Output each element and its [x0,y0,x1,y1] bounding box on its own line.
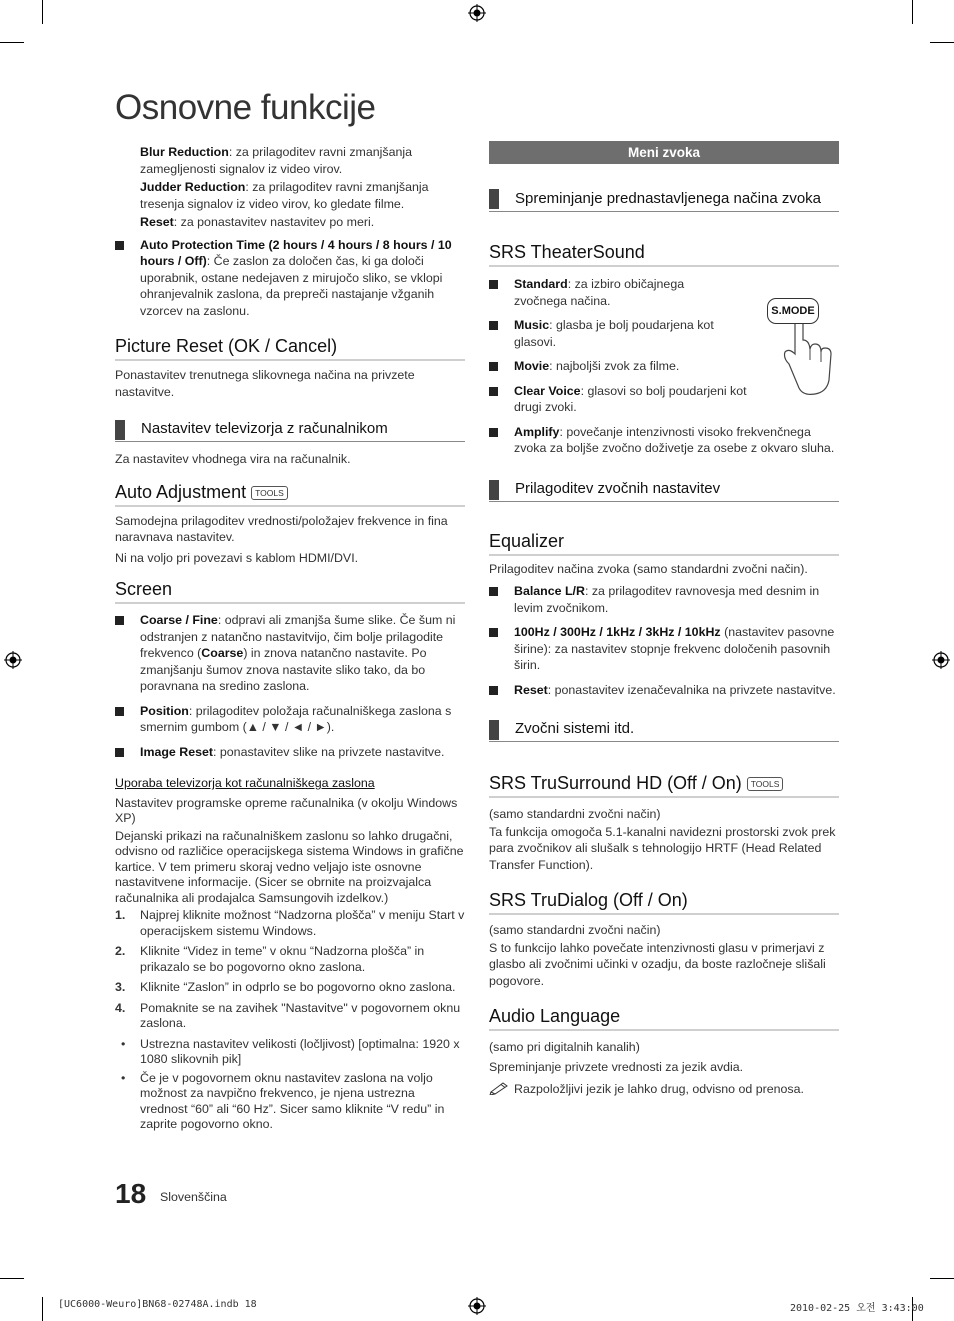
registration-mark-icon [4,651,22,669]
page-language: Slovenščina [160,1190,227,1204]
section-bar-icon [489,189,499,209]
srs-theatersound-heading: SRS TheaterSound [489,241,839,267]
list-item: 100Hz / 300Hz / 1kHz / 3kHz / 10kHz (nastavitev pasovne širine): za nastavitev stopnje frekvenc določenih pasovnih širin. [489,624,839,674]
smode-remote-button-illustration [767,288,839,400]
memo-note: Razpoložljivi jezik je lahko drug, odvisno od prenosa. [489,1081,839,1098]
bullet-square-icon [489,387,498,396]
list-item: Balance L/R: za prilagoditev ravnovesja med desnim in levim zvočnikom. [489,583,839,616]
equalizer-heading: Equalizer [489,530,839,556]
crop-mark [930,1278,954,1279]
picture-reset-text: Ponastavitev trenutnega slikovnega načina na privzete nastavitve. [115,368,415,399]
pc-setup-heading: Nastavitev televizorja z računalnikom [115,419,465,442]
usage-text-1: Nastavitev programske opreme računalnika (v okolju Windows XP) [115,795,458,825]
blur-reduction-item: Blur Reduction: za prilagoditev ravni zmanjšanja zameglјenosti signalov iz video virov. [140,145,413,176]
section-bar-icon [115,420,125,440]
page-number: 18 [115,1178,147,1209]
audio-language-heading: Audio Language [489,1005,839,1031]
auto-adjustment-note: Ni na voljo pri povezavi s kablom HDMI/DVI. [115,550,359,565]
tools-badge-icon: TOOLS [251,486,288,500]
bullet-square-icon [489,686,498,695]
screen-heading: Screen [115,578,465,604]
list-item: Amplify: povečanje intenzivnosti visoko frekvenčnega zvoka za boljše zvočno doživetje za osebe z okvaro sluha. [489,424,839,457]
list-item: Reset: ponastavitev izenačevalnika na privzete nastavitve. [489,682,839,699]
usage-text-2: Dejanski prikazi na računalniškem zaslonu so lahko drugačni, odvisno od različice operacijskega sistema Windows in grafične kartice. V tem primeru skoraj vedno veljajo iste osnovne nastavitvene informacije. (Sicer se obrnite na proizvajalca računalnika ali prodajalca Samsungovih izdelkov.) [115,828,464,905]
list-item: Standard: za izbiro običajnega zvočnega načina. [489,276,724,309]
bullet-dot-icon: • [121,1070,126,1085]
crop-mark [912,0,913,24]
pc-setup-text: Za nastavitev vhodnega vira na računalnik. [115,452,351,466]
bullet-square-icon [489,321,498,330]
position-item: Position: prilagoditev položaja računalniškega zaslona s smernim gumbom (▲ / ▼ / ◄ / ►). [115,703,465,736]
trudialog-heading: SRS TruDialog (Off / On) [489,889,839,915]
picture-reset-heading: Picture Reset (OK / Cancel) [115,335,465,361]
trusurround-note: (samo standardni zvočni način) [489,807,661,821]
registration-mark-icon [468,4,486,22]
coarse-fine-item: Coarse / Fine: odpravi ali zmanjša šume slike. Če šum ni odstranjen z natančno nastavitvijo, čim bolje prilagodite frekvenco (Coarse) in znova natančno nastavite. Po zmanjšanju šumov znova nastavite sliko tako, da bo poravnana na sredino zaslona. [115,612,465,695]
trusurround-text: Ta funkcija omogoča 5.1-kanalni navidezni prostorski zvok prek para zvočnikov ali slušalk s tehnologijo HRTF (Head Related Transfer Function). [489,824,836,872]
smode-button: S.MODE [767,298,819,324]
page-title: Osnovne funkcije [115,88,376,127]
right-column [489,188,839,1098]
bullet-square-icon [115,616,124,625]
menu-banner: Meni zvoka [489,141,839,164]
trudialog-text: S to funkcijo lahko povečate intenzivnosti glasu v primerjavi z glasbo ali zvočnimi učinki v ozadju, da boste razločneje slišali pogovore. [489,940,826,988]
sound-systems-heading: Zvočni sistemi itd. [489,719,839,742]
list-item: Clear Voice: glasovi so bolj poudarjeni kot drugi zvoki. [489,383,754,416]
footer-file-info: [UC6000-Weuro]BN68-02748A.indb 18 [58,1299,257,1310]
crop-mark [42,1297,43,1321]
bullet-dot-icon: • [121,1036,126,1051]
audio-language-note: (samo pri digitalnih kanalih) [489,1040,640,1054]
preset-mode-heading: Spreminjanje prednastavljenega načina zvoka [489,188,839,212]
bullet-square-icon [115,241,124,250]
list-item: Music: glasba je bolj poudarjena kot glasovi. [489,317,754,350]
pencil-note-icon [489,1081,509,1095]
auto-adjustment-heading: Auto Adjustment TOOLS [115,481,465,507]
trudialog-note: (samo standardni zvočni način) [489,923,661,937]
registration-mark-icon [468,1297,486,1315]
left-column [115,144,465,1133]
registration-mark-icon [932,651,950,669]
step-item: 4. Pomaknite se na zavihek "Nastavitve" v pogovornem oknu zaslona. [115,1000,461,1030]
trusurround-heading: SRS TruSurround HD (Off / On) TOOLS [489,772,839,798]
list-item: • Če je v pogovornem oknu nastavitev zaslona na voljo možnost za navpično frekvenco, je njena ustrezna vrednost “60” ali “60 Hz”. Sicer samo kliknite “V redu” in zaprite pogovorno okno. [121,1070,445,1131]
step-item: 3. Kliknite “Zaslon” in odprlo se bo pogovorno okno zaslona. [115,980,456,994]
footer-timestamp: 2010-02-25 오전 3:43:00 [790,1303,924,1314]
section-bar-icon [489,720,499,740]
list-item: Movie: najboljši zvok za filme. [489,358,754,375]
tools-badge-icon: TOOLS [747,777,784,791]
crop-mark [930,42,954,43]
crop-mark [0,1278,24,1279]
bullet-square-icon [489,587,498,596]
usage-heading: Uporaba televizorja kot računalniškega zaslona [115,776,375,790]
image-reset-item: Image Reset: ponastavitev slike na privzete nastavitve. [115,744,465,761]
sound-settings-heading: Prilagoditev zvočnih nastavitev [489,479,839,502]
section-bar-icon [489,480,499,500]
bullet-square-icon [115,748,124,757]
judder-reduction-item: Judder Reduction: za prilagoditev ravni zmanjšanja tresenja signalov iz video virov, ko gledate filme. [140,180,429,211]
reset-item: Reset: za ponastavitev nastavitev po meri. [140,215,375,229]
auto-adjustment-text: Samodejna prilagoditev vrednosti/položajev frekvence in fina naravnava nastavitev. [115,513,448,544]
bullet-square-icon [489,428,498,437]
step-item: 2. Kliknite “Videz in teme” v oknu “Nadzorna plošča” in prikazalo se bo pogovorno okno zaslona. [115,944,425,974]
bullet-square-icon [489,280,498,289]
audio-language-text: Spreminjanje privzete vrednosti za jezik avdia. [489,1059,744,1074]
step-item: 1. Najprej kliknite možnost “Nadzorna plošča” v meniju Start v operacijskem sistemu Windows. [115,908,465,938]
crop-mark [0,42,24,43]
equalizer-text: Prilagoditev načina zvoka (samo standardni zvočni način). [489,561,808,576]
bullet-square-icon [489,362,498,371]
list-item: • Ustrezna nastavitev velikosti (ločljivost) [optimalna: 1920 x 1080 slikovnih pik] [121,1036,460,1066]
crop-mark [42,0,43,24]
bullet-square-icon [115,707,124,716]
bullet-square-icon [489,628,498,637]
auto-protection-item: Auto Protection Time (2 hours / 4 hours / 8 hours / 10 hours / Off): Če zaslon za določen čas, ki ga določi uporabnik, ostane nedejaven z mirujočo sliko, se vklopi ohranjevalnik zaslona, da prepreči nastajanje vžganih vzorcev na zaslonu. [115,237,465,320]
